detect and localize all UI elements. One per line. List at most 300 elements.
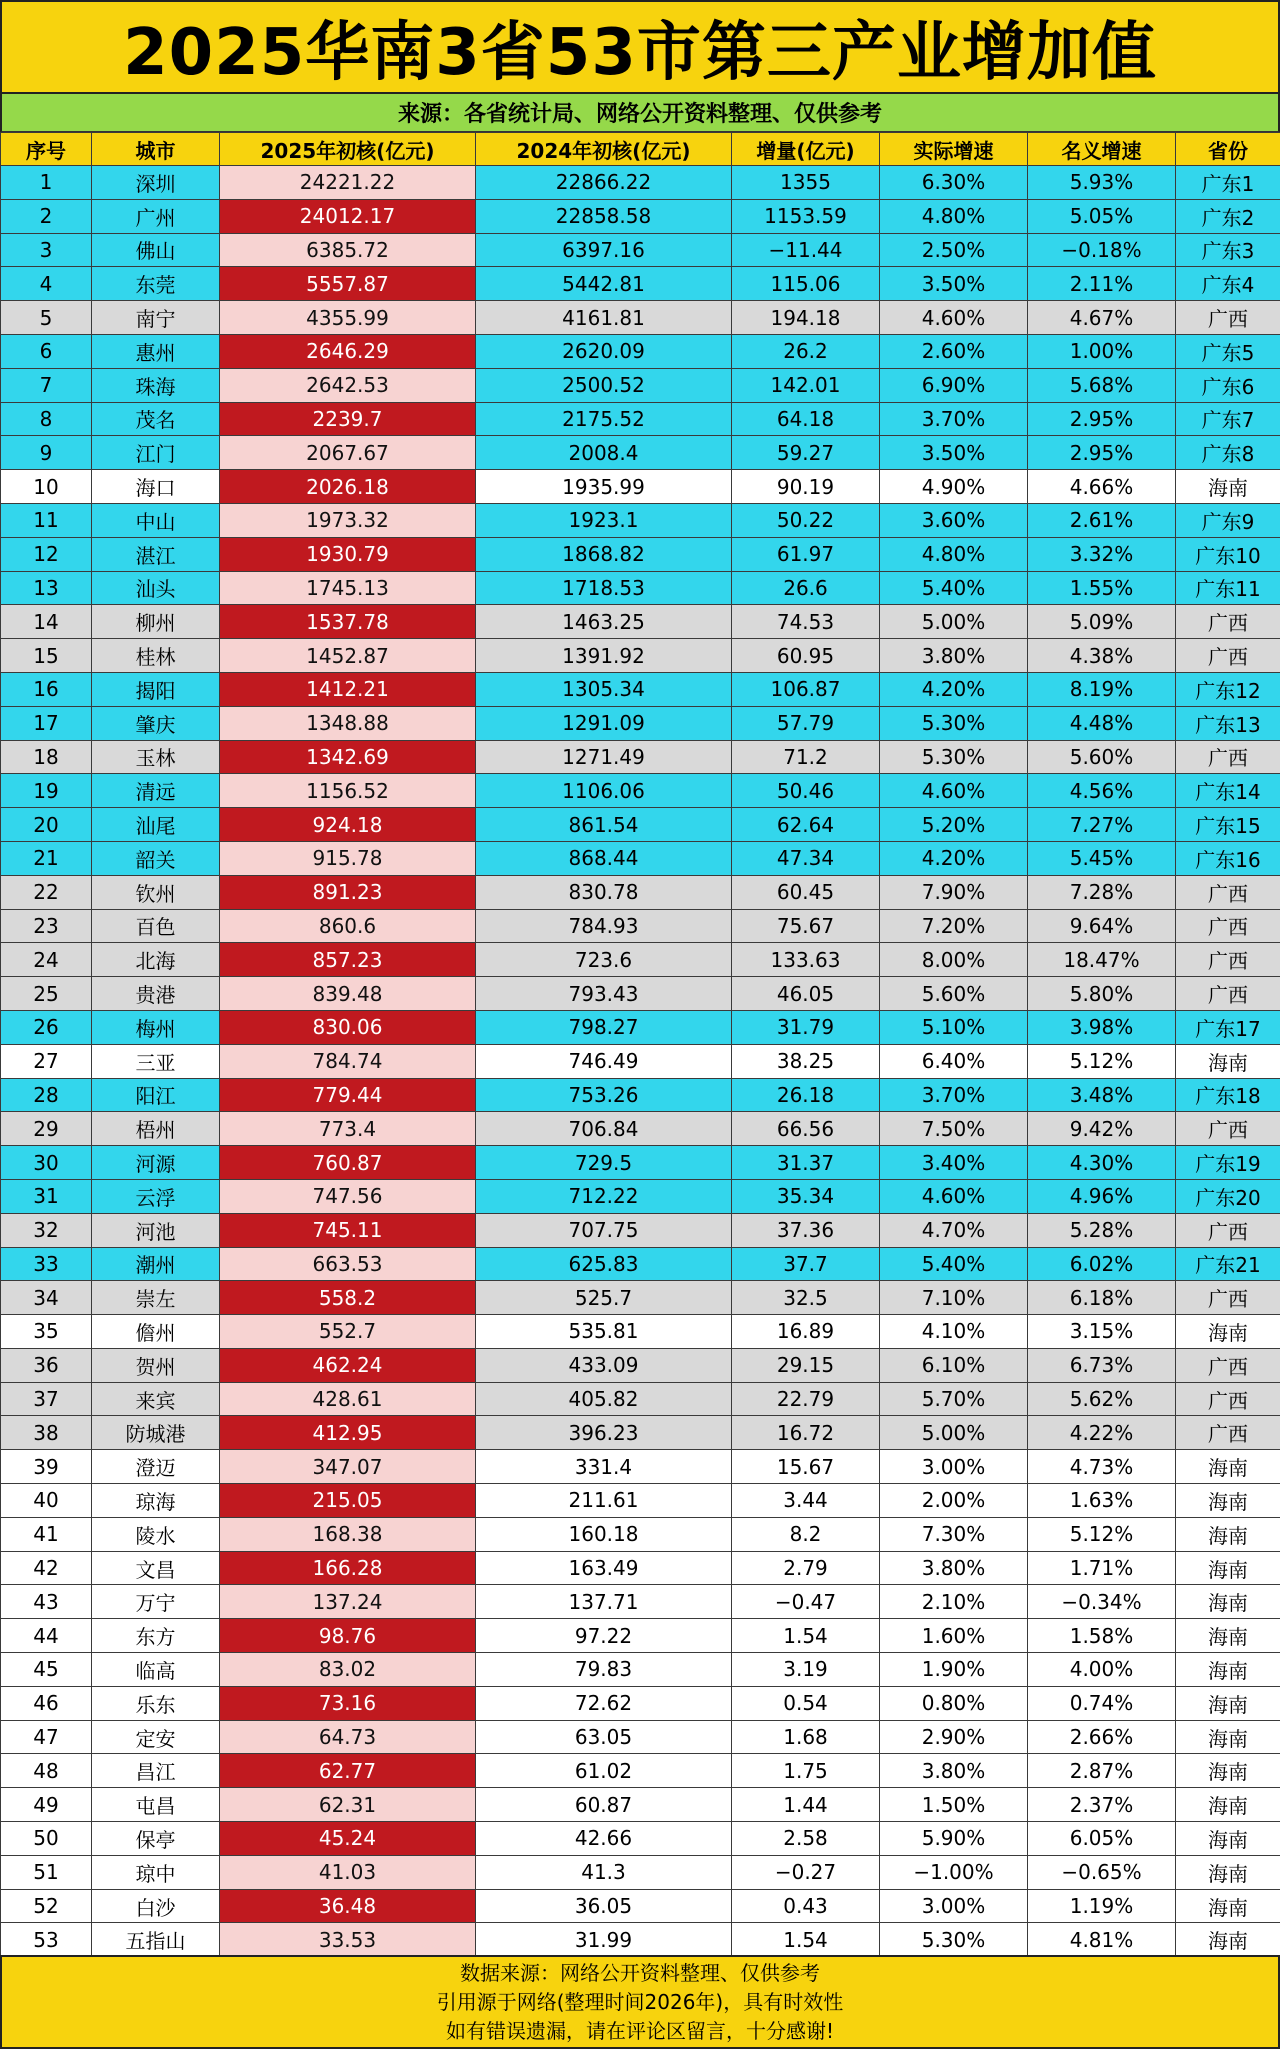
cell-nominal-growth: 1.63% xyxy=(1028,1484,1176,1518)
cell-rank: 4 xyxy=(1,267,92,301)
cell-rank: 51 xyxy=(1,1855,92,1889)
cell-nominal-growth: 4.56% xyxy=(1028,774,1176,808)
table-row xyxy=(1,571,1280,605)
cell-rank: 9 xyxy=(1,436,92,470)
cell-real-growth: 8.00% xyxy=(880,943,1028,977)
table-row xyxy=(1,470,1280,504)
cell-city: 清远 xyxy=(92,774,220,808)
col-header-2025: 2025年初核(亿元) xyxy=(220,133,476,166)
cell-nominal-growth: 1.19% xyxy=(1028,1889,1176,1923)
cell-2025: 1973.32 xyxy=(220,503,476,537)
cell-province: 海南 xyxy=(1176,1517,1280,1551)
cell-province: 广东9 xyxy=(1176,503,1280,537)
cell-increase: 31.37 xyxy=(732,1146,880,1180)
table-row xyxy=(1,1382,1280,1416)
table-row xyxy=(1,267,1280,301)
cell-real-growth: 4.20% xyxy=(880,841,1028,875)
table-row xyxy=(1,233,1280,267)
cell-real-growth: 5.40% xyxy=(880,1247,1028,1281)
cell-2024: 793.43 xyxy=(476,977,732,1011)
cell-city: 临高 xyxy=(92,1653,220,1687)
cell-increase: 47.34 xyxy=(732,841,880,875)
cell-increase: 115.06 xyxy=(732,267,880,301)
cell-city: 柳州 xyxy=(92,605,220,639)
cell-2024: 22858.58 xyxy=(476,199,732,233)
table-row xyxy=(1,1788,1280,1822)
cell-province: 广东16 xyxy=(1176,841,1280,875)
cell-rank: 32 xyxy=(1,1213,92,1247)
cell-2025: 45.24 xyxy=(220,1822,476,1856)
col-header-2024: 2024年初核(亿元) xyxy=(476,133,732,166)
cell-nominal-growth: 5.45% xyxy=(1028,841,1176,875)
cell-city: 潮州 xyxy=(92,1247,220,1281)
cell-nominal-growth: 3.15% xyxy=(1028,1315,1176,1349)
table-row xyxy=(1,1281,1280,1315)
cell-nominal-growth: 5.12% xyxy=(1028,1044,1176,1078)
cell-city: 梧州 xyxy=(92,1112,220,1146)
cell-rank: 6 xyxy=(1,334,92,368)
cell-2025: 2026.18 xyxy=(220,470,476,504)
cell-city: 河源 xyxy=(92,1146,220,1180)
cell-province: 海南 xyxy=(1176,1720,1280,1754)
cell-city: 海口 xyxy=(92,470,220,504)
cell-real-growth: 3.70% xyxy=(880,1078,1028,1112)
cell-increase: 31.79 xyxy=(732,1010,880,1044)
cell-increase: 64.18 xyxy=(732,402,880,436)
cell-real-growth: 5.20% xyxy=(880,808,1028,842)
cell-rank: 22 xyxy=(1,875,92,909)
cell-nominal-growth: 2.95% xyxy=(1028,436,1176,470)
cell-city: 桂林 xyxy=(92,639,220,673)
cell-nominal-growth: 0.74% xyxy=(1028,1686,1176,1720)
table-row xyxy=(1,605,1280,639)
cell-real-growth: 7.20% xyxy=(880,909,1028,943)
table-row xyxy=(1,1213,1280,1247)
cell-increase: 29.15 xyxy=(732,1348,880,1382)
col-header-increase: 增量(亿元) xyxy=(732,133,880,166)
cell-province: 广西 xyxy=(1176,875,1280,909)
cell-rank: 47 xyxy=(1,1720,92,1754)
cell-province: 广东13 xyxy=(1176,706,1280,740)
cell-increase: 8.2 xyxy=(732,1517,880,1551)
cell-province: 海南 xyxy=(1176,1044,1280,1078)
cell-rank: 7 xyxy=(1,368,92,402)
cell-increase: 0.54 xyxy=(732,1686,880,1720)
table-row xyxy=(1,301,1280,335)
cell-real-growth: 5.60% xyxy=(880,977,1028,1011)
cell-2025: 1156.52 xyxy=(220,774,476,808)
cell-2025: 663.53 xyxy=(220,1247,476,1281)
cell-2025: 2642.53 xyxy=(220,368,476,402)
cell-city: 深圳 xyxy=(92,166,220,200)
cell-real-growth: 4.90% xyxy=(880,470,1028,504)
cell-rank: 3 xyxy=(1,233,92,267)
cell-nominal-growth: 3.32% xyxy=(1028,537,1176,571)
cell-province: 海南 xyxy=(1176,1484,1280,1518)
col-header-city: 城市 xyxy=(92,133,220,166)
cell-nominal-growth: 9.64% xyxy=(1028,909,1176,943)
table-row xyxy=(1,1348,1280,1382)
table-row xyxy=(1,1889,1280,1923)
cell-rank: 14 xyxy=(1,605,92,639)
cell-2025: 747.56 xyxy=(220,1179,476,1213)
cell-2024: 753.26 xyxy=(476,1078,732,1112)
cell-province: 海南 xyxy=(1176,470,1280,504)
cell-2024: 746.49 xyxy=(476,1044,732,1078)
cell-2025: 6385.72 xyxy=(220,233,476,267)
cell-2025: 1348.88 xyxy=(220,706,476,740)
cell-province: 广西 xyxy=(1176,1382,1280,1416)
cell-city: 儋州 xyxy=(92,1315,220,1349)
cell-rank: 1 xyxy=(1,166,92,200)
cell-province: 海南 xyxy=(1176,1855,1280,1889)
cell-2025: 915.78 xyxy=(220,841,476,875)
cell-city: 五指山 xyxy=(92,1923,220,1957)
cell-city: 保亭 xyxy=(92,1822,220,1856)
cell-rank: 45 xyxy=(1,1653,92,1687)
table-row xyxy=(1,1010,1280,1044)
cell-real-growth: 3.80% xyxy=(880,639,1028,673)
cell-2024: 798.27 xyxy=(476,1010,732,1044)
cell-city: 贵港 xyxy=(92,977,220,1011)
cell-rank: 42 xyxy=(1,1551,92,1585)
cell-2024: 31.99 xyxy=(476,1923,732,1957)
cell-nominal-growth: 5.60% xyxy=(1028,740,1176,774)
cell-increase: 37.7 xyxy=(732,1247,880,1281)
cell-2024: 1935.99 xyxy=(476,470,732,504)
cell-2024: 405.82 xyxy=(476,1382,732,1416)
cell-real-growth: 7.50% xyxy=(880,1112,1028,1146)
table-row xyxy=(1,1619,1280,1653)
cell-real-growth: 5.40% xyxy=(880,571,1028,605)
cell-real-growth: 3.60% xyxy=(880,503,1028,537)
cell-nominal-growth: 7.27% xyxy=(1028,808,1176,842)
cell-province: 广东12 xyxy=(1176,672,1280,706)
cell-increase: 46.05 xyxy=(732,977,880,1011)
cell-increase: −11.44 xyxy=(732,233,880,267)
cell-nominal-growth: 1.00% xyxy=(1028,334,1176,368)
cell-2024: 6397.16 xyxy=(476,233,732,267)
cell-2025: 830.06 xyxy=(220,1010,476,1044)
footer-line-feedback: 如有错误遗漏，请在评论区留言，十分感谢! xyxy=(445,2018,835,2043)
cell-city: 崇左 xyxy=(92,1281,220,1315)
cell-real-growth: 5.00% xyxy=(880,1416,1028,1450)
cell-increase: 1153.59 xyxy=(732,199,880,233)
cell-increase: 142.01 xyxy=(732,368,880,402)
cell-increase: 26.18 xyxy=(732,1078,880,1112)
table-row xyxy=(1,1754,1280,1788)
cell-2024: 868.44 xyxy=(476,841,732,875)
cell-nominal-growth: 4.00% xyxy=(1028,1653,1176,1687)
cell-real-growth: 5.30% xyxy=(880,740,1028,774)
cell-province: 广东19 xyxy=(1176,1146,1280,1180)
cell-2024: 163.49 xyxy=(476,1551,732,1585)
cell-2024: 2175.52 xyxy=(476,402,732,436)
cell-city: 韶关 xyxy=(92,841,220,875)
cell-2024: 706.84 xyxy=(476,1112,732,1146)
table-row xyxy=(1,909,1280,943)
cell-increase: 26.2 xyxy=(732,334,880,368)
cell-nominal-growth: 8.19% xyxy=(1028,672,1176,706)
cell-province: 广东21 xyxy=(1176,1247,1280,1281)
cell-2025: 924.18 xyxy=(220,808,476,842)
cell-2024: 2620.09 xyxy=(476,334,732,368)
cell-2025: 5557.87 xyxy=(220,267,476,301)
cell-province: 广西 xyxy=(1176,639,1280,673)
cell-2025: 33.53 xyxy=(220,1923,476,1957)
col-header-nominal-growth: 名义增速 xyxy=(1028,133,1176,166)
cell-2025: 860.6 xyxy=(220,909,476,943)
cell-rank: 37 xyxy=(1,1382,92,1416)
cell-2025: 2646.29 xyxy=(220,334,476,368)
cell-nominal-growth: 1.71% xyxy=(1028,1551,1176,1585)
cell-increase: 60.45 xyxy=(732,875,880,909)
cell-province: 广东1 xyxy=(1176,166,1280,200)
table-row xyxy=(1,841,1280,875)
table-row xyxy=(1,1416,1280,1450)
table-row xyxy=(1,1517,1280,1551)
cell-increase: 50.46 xyxy=(732,774,880,808)
cell-rank: 40 xyxy=(1,1484,92,1518)
cell-province: 广西 xyxy=(1176,605,1280,639)
cell-increase: 66.56 xyxy=(732,1112,880,1146)
cell-real-growth: 4.60% xyxy=(880,1179,1028,1213)
cell-real-growth: 4.60% xyxy=(880,774,1028,808)
cell-2024: 729.5 xyxy=(476,1146,732,1180)
cell-2024: 1391.92 xyxy=(476,639,732,673)
cell-2024: 22866.22 xyxy=(476,166,732,200)
cell-rank: 12 xyxy=(1,537,92,571)
cell-city: 屯昌 xyxy=(92,1788,220,1822)
cell-real-growth: 4.20% xyxy=(880,672,1028,706)
cell-city: 珠海 xyxy=(92,368,220,402)
cell-real-growth: 6.40% xyxy=(880,1044,1028,1078)
cell-city: 琼海 xyxy=(92,1484,220,1518)
cell-nominal-growth: 2.66% xyxy=(1028,1720,1176,1754)
cell-province: 海南 xyxy=(1176,1315,1280,1349)
cell-rank: 34 xyxy=(1,1281,92,1315)
cell-2025: 73.16 xyxy=(220,1686,476,1720)
cell-2024: 830.78 xyxy=(476,875,732,909)
cell-province: 广东17 xyxy=(1176,1010,1280,1044)
table-row xyxy=(1,875,1280,909)
table-row xyxy=(1,943,1280,977)
cell-real-growth: 5.70% xyxy=(880,1382,1028,1416)
cell-rank: 2 xyxy=(1,199,92,233)
cell-increase: 59.27 xyxy=(732,436,880,470)
cell-province: 海南 xyxy=(1176,1551,1280,1585)
cell-2025: 4355.99 xyxy=(220,301,476,335)
cell-2025: 779.44 xyxy=(220,1078,476,1112)
cell-2025: 24012.17 xyxy=(220,199,476,233)
cell-real-growth: 6.90% xyxy=(880,368,1028,402)
cell-2025: 24221.22 xyxy=(220,166,476,200)
cell-increase: 1.54 xyxy=(732,1923,880,1957)
cell-2025: 168.38 xyxy=(220,1517,476,1551)
cell-2024: 396.23 xyxy=(476,1416,732,1450)
cell-city: 文昌 xyxy=(92,1551,220,1585)
cell-2024: 211.61 xyxy=(476,1484,732,1518)
cell-city: 昌江 xyxy=(92,1754,220,1788)
cell-nominal-growth: 2.37% xyxy=(1028,1788,1176,1822)
cell-nominal-growth: 6.05% xyxy=(1028,1822,1176,1856)
cell-2025: 760.87 xyxy=(220,1146,476,1180)
cell-province: 广西 xyxy=(1176,977,1280,1011)
cell-2025: 745.11 xyxy=(220,1213,476,1247)
cell-nominal-growth: 5.28% xyxy=(1028,1213,1176,1247)
cell-2024: 433.09 xyxy=(476,1348,732,1382)
cell-nominal-growth: 5.62% xyxy=(1028,1382,1176,1416)
cell-city: 河池 xyxy=(92,1213,220,1247)
cell-increase: 71.2 xyxy=(732,740,880,774)
cell-2024: 2500.52 xyxy=(476,368,732,402)
cell-rank: 46 xyxy=(1,1686,92,1720)
cell-2025: 62.77 xyxy=(220,1754,476,1788)
cell-increase: 26.6 xyxy=(732,571,880,605)
cell-real-growth: 2.10% xyxy=(880,1585,1028,1619)
cell-real-growth: 4.70% xyxy=(880,1213,1028,1247)
cell-increase: 90.19 xyxy=(732,470,880,504)
cell-city: 琼中 xyxy=(92,1855,220,1889)
table-row xyxy=(1,537,1280,571)
cell-nominal-growth: 7.28% xyxy=(1028,875,1176,909)
cell-real-growth: 4.60% xyxy=(880,301,1028,335)
cell-2025: 839.48 xyxy=(220,977,476,1011)
table-row xyxy=(1,166,1280,200)
cell-2025: 1537.78 xyxy=(220,605,476,639)
cell-real-growth: 6.30% xyxy=(880,166,1028,200)
table-row xyxy=(1,706,1280,740)
cell-rank: 16 xyxy=(1,672,92,706)
table-header-row xyxy=(1,133,1280,166)
cell-2024: 1271.49 xyxy=(476,740,732,774)
cell-city: 汕尾 xyxy=(92,808,220,842)
cell-real-growth: 7.30% xyxy=(880,1517,1028,1551)
table-row xyxy=(1,1686,1280,1720)
cell-2025: 166.28 xyxy=(220,1551,476,1585)
cell-nominal-growth: 3.98% xyxy=(1028,1010,1176,1044)
table-row xyxy=(1,1179,1280,1213)
cell-real-growth: −1.00% xyxy=(880,1855,1028,1889)
cell-rank: 25 xyxy=(1,977,92,1011)
cell-province: 广东8 xyxy=(1176,436,1280,470)
cell-2025: 1930.79 xyxy=(220,537,476,571)
cell-increase: 22.79 xyxy=(732,1382,880,1416)
cell-2025: 83.02 xyxy=(220,1653,476,1687)
cell-rank: 41 xyxy=(1,1517,92,1551)
cell-province: 广西 xyxy=(1176,943,1280,977)
cell-city: 茂名 xyxy=(92,402,220,436)
cell-rank: 50 xyxy=(1,1822,92,1856)
cell-2024: 97.22 xyxy=(476,1619,732,1653)
cell-nominal-growth: 4.30% xyxy=(1028,1146,1176,1180)
cell-city: 东莞 xyxy=(92,267,220,301)
table-row xyxy=(1,1585,1280,1619)
cell-2024: 61.02 xyxy=(476,1754,732,1788)
cell-city: 防城港 xyxy=(92,1416,220,1450)
cell-real-growth: 1.90% xyxy=(880,1653,1028,1687)
cell-nominal-growth: 4.67% xyxy=(1028,301,1176,335)
cell-2024: 331.4 xyxy=(476,1450,732,1484)
table-body xyxy=(1,166,1280,1957)
cell-rank: 28 xyxy=(1,1078,92,1112)
col-header-rank: 序号 xyxy=(1,133,92,166)
cell-city: 江门 xyxy=(92,436,220,470)
cell-real-growth: 2.90% xyxy=(880,1720,1028,1754)
cell-city: 百色 xyxy=(92,909,220,943)
cell-nominal-growth: 2.87% xyxy=(1028,1754,1176,1788)
cell-increase: 3.19 xyxy=(732,1653,880,1687)
cell-province: 海南 xyxy=(1176,1653,1280,1687)
cell-province: 广东2 xyxy=(1176,199,1280,233)
cell-real-growth: 5.30% xyxy=(880,1923,1028,1957)
table-row xyxy=(1,436,1280,470)
cell-city: 广州 xyxy=(92,199,220,233)
table-row xyxy=(1,1822,1280,1856)
cell-rank: 17 xyxy=(1,706,92,740)
cell-2025: 1412.21 xyxy=(220,672,476,706)
cell-real-growth: 1.50% xyxy=(880,1788,1028,1822)
table-row xyxy=(1,774,1280,808)
cell-province: 海南 xyxy=(1176,1619,1280,1653)
cell-nominal-growth: 4.66% xyxy=(1028,470,1176,504)
cell-real-growth: 5.10% xyxy=(880,1010,1028,1044)
table-row xyxy=(1,1923,1280,1957)
cell-province: 海南 xyxy=(1176,1450,1280,1484)
table-row xyxy=(1,1315,1280,1349)
cell-2024: 2008.4 xyxy=(476,436,732,470)
cell-rank: 49 xyxy=(1,1788,92,1822)
table-row xyxy=(1,334,1280,368)
cell-city: 阳江 xyxy=(92,1078,220,1112)
cell-city: 肇庆 xyxy=(92,706,220,740)
cell-2025: 1452.87 xyxy=(220,639,476,673)
cell-2024: 1106.06 xyxy=(476,774,732,808)
cell-2025: 428.61 xyxy=(220,1382,476,1416)
cell-city: 佛山 xyxy=(92,233,220,267)
cell-rank: 33 xyxy=(1,1247,92,1281)
cell-city: 陵水 xyxy=(92,1517,220,1551)
cell-province: 广东3 xyxy=(1176,233,1280,267)
table-row xyxy=(1,672,1280,706)
cell-nominal-growth: 5.09% xyxy=(1028,605,1176,639)
page-title: 2025华南3省53市第三产业增加值 xyxy=(0,0,1280,94)
cell-real-growth: 4.80% xyxy=(880,537,1028,571)
cell-2025: 462.24 xyxy=(220,1348,476,1382)
table-row xyxy=(1,1044,1280,1078)
cell-nominal-growth: 4.38% xyxy=(1028,639,1176,673)
cell-province: 广东6 xyxy=(1176,368,1280,402)
cell-rank: 24 xyxy=(1,943,92,977)
table-row xyxy=(1,1112,1280,1146)
table-row xyxy=(1,639,1280,673)
cell-rank: 39 xyxy=(1,1450,92,1484)
cell-2024: 1923.1 xyxy=(476,503,732,537)
cell-rank: 29 xyxy=(1,1112,92,1146)
cell-2024: 42.66 xyxy=(476,1822,732,1856)
cell-city: 乐东 xyxy=(92,1686,220,1720)
cell-rank: 53 xyxy=(1,1923,92,1957)
table-row xyxy=(1,1720,1280,1754)
cell-nominal-growth: 3.48% xyxy=(1028,1078,1176,1112)
cell-rank: 5 xyxy=(1,301,92,335)
cell-city: 定安 xyxy=(92,1720,220,1754)
cell-2024: 712.22 xyxy=(476,1179,732,1213)
cell-increase: 32.5 xyxy=(732,1281,880,1315)
cell-city: 澄迈 xyxy=(92,1450,220,1484)
cell-real-growth: 2.50% xyxy=(880,233,1028,267)
cell-rank: 23 xyxy=(1,909,92,943)
